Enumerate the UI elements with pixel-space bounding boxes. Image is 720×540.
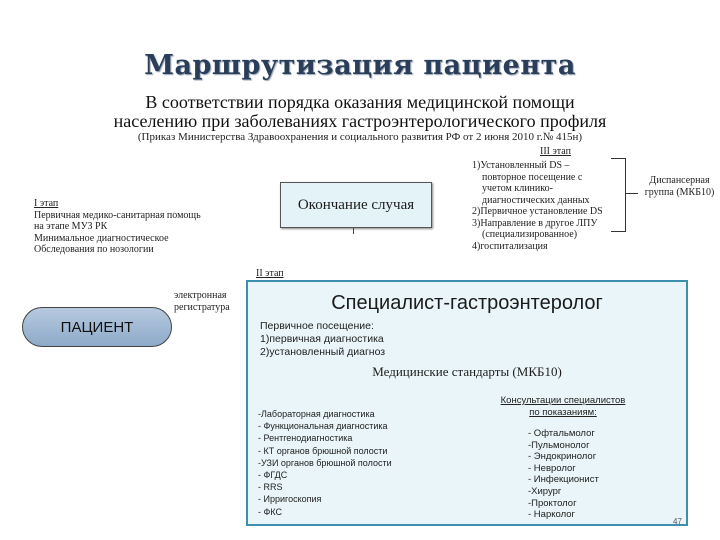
first-visit-item: 2)установленный диагноз <box>260 346 386 358</box>
brace-connector <box>626 193 638 194</box>
stage1-line: Первичная медико-санитарная помощь <box>34 209 201 221</box>
stage1-label: I этап <box>34 198 59 209</box>
diagnostics-item: - Ирригоскопия <box>258 494 322 505</box>
diagnostics-item: - ФГДС <box>258 470 288 481</box>
stage3-label: III этап <box>540 146 571 157</box>
consultant-item: - Эндокринолог <box>528 451 597 463</box>
stage3-item: 3)Направление в другое ЛПУ <box>472 217 598 229</box>
stage3-item: (специализированное) <box>482 229 578 240</box>
specialist-title: Специалист-гастроэнтеролог <box>331 292 603 314</box>
stage1-line: Обследования по нозологии <box>34 244 154 255</box>
consultant-item: - Невролог <box>528 462 576 474</box>
subtitle-line-1: В соответствии порядка оказания медицинской помощи <box>145 92 575 112</box>
consult-header-line-1: Консультации специалистов <box>500 395 626 406</box>
diagnostics-item: -Лабораторная диагностика <box>258 409 375 419</box>
dispensary-line-1: Диспансерная <box>649 175 710 186</box>
stage2-label: II этап <box>256 268 284 279</box>
stage1-line: Минимальное диагностическое <box>34 232 169 244</box>
consultants-list <box>528 428 678 521</box>
stage3-item: диагностических данных <box>482 194 590 206</box>
subtitle-line-2: населению при заболеваниях гастроэнтерологического профиля <box>113 111 607 131</box>
diagnostics-item: - Рентгенодиагностика <box>258 433 353 444</box>
stage1-line: на этапе МУЗ РК <box>34 221 108 232</box>
consultant-item: - Инфекционист <box>528 474 599 486</box>
diagnostics-item: - Функциональная диагностика <box>258 421 388 432</box>
medical-standards: Медицинские стандарты (МКБ10) <box>372 364 562 379</box>
dispensary-line-2: группа (МКБ10) <box>644 186 715 198</box>
stage3-item: 2)Первичное установление DS <box>472 206 603 217</box>
patient-node: ПАЦИЕНТ <box>22 307 172 347</box>
order-reference: (Приказ Министерства Здравоохранения и социального развития РФ от 2 июня 2010 г.№ 415н) <box>137 131 583 143</box>
stage3-item: 1)Установленный DS – <box>472 160 570 171</box>
consultant-item: -Пульмонолог <box>528 439 590 451</box>
consultant-item: - Офтальмолог <box>528 428 595 439</box>
consult-header-line-2: по показаниям: <box>529 407 597 418</box>
diagnostics-item: -УЗИ органов брюшной полости <box>258 457 392 468</box>
page-number: 47 <box>673 517 682 526</box>
case-end-connector <box>353 228 354 234</box>
consultant-item: -Проктолог <box>528 497 577 509</box>
stage1-block <box>34 198 239 256</box>
stage3-item: учетом клинико- <box>482 183 553 194</box>
diagnostics-list <box>258 408 468 518</box>
stage3-item: 4)госпитализация <box>472 240 548 252</box>
slide-title: Маршрутизация пациента <box>144 50 576 81</box>
consultant-item: -Хирург <box>528 485 562 497</box>
stage3-item: повторное посещение с <box>482 171 583 183</box>
first-visit-item: 1)первичная диагностика <box>260 333 384 345</box>
e-registry-line-2: регистратура <box>174 301 230 313</box>
stage3-brace <box>611 158 626 232</box>
slide-subtitle <box>40 93 680 131</box>
dispensary-group <box>642 175 717 198</box>
diagnostics-item: - ФКС <box>258 506 282 517</box>
diagnostics-item: - RRS <box>258 482 283 493</box>
consult-header <box>478 395 648 419</box>
e-registry-label <box>174 290 244 313</box>
e-registry-line-1: электронная <box>174 290 227 301</box>
first-visit-block <box>260 320 520 359</box>
case-end-box: Окончание случая <box>280 182 432 228</box>
consultant-item: - Нарколог <box>528 509 575 521</box>
first-visit-label: Первичное посещение: <box>260 320 374 332</box>
diagnostics-item: - КТ органов брюшной полости <box>258 445 388 456</box>
